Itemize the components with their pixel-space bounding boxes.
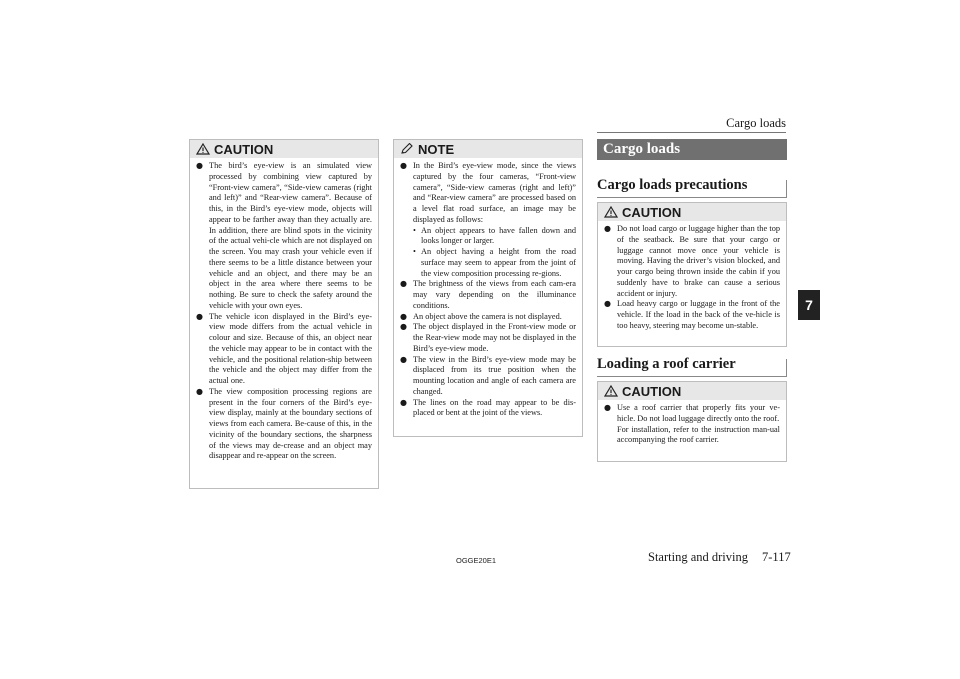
caution-item: ● Do not load cargo or luggage higher than the top of the seatback. Be sure that your cargo or luggage cannot move once your vehicle is moving. Having the driver’s vision blocked, and your cargo being thrown inside the cabin if you suddenly have to brake can cause a serious accident or injury. bbox=[604, 224, 780, 299]
note-item: ● The view in the Bird’s eye-view mode may be displaced from its true position when the mounting location and angle of each camera are changed. bbox=[400, 355, 576, 398]
caution-item: ● The bird’s eye-view is an simulated view processed by combining view captured by “Front-view camera”, “Side-view cameras (right and left)” and “Rear-view camera”. Because of this, in the Bird’s eye-view mode, objects will appear to be farther away than they actually are. In addition, there are blind spots in the vicinity of the actual vehi-cle which are not displayed on the screen. You may crash your vehicle even if there seems to be a little distance between your vehicle and an object, and there may be an object in the area where there seems to be nothing. Be sure to check the safety around the vehicle with your own eyes. bbox=[196, 161, 372, 312]
page-number: 7-117 bbox=[762, 550, 791, 564]
pencil-icon bbox=[400, 143, 414, 155]
caution-item: ● Use a roof carrier that properly fits your ve-hicle. Do not load luggage directly onto the roof. bbox=[604, 403, 780, 425]
caution-item: ● Load heavy cargo or luggage in the front of the vehicle. If the load in the back of the ve-hicle is too heavy, steering may become un-stable. bbox=[604, 299, 780, 331]
caution-box-cargo bbox=[597, 202, 787, 347]
caution-label: CAUTION bbox=[214, 141, 274, 157]
chapter-tab: 7 bbox=[798, 290, 820, 320]
note-header bbox=[394, 140, 582, 158]
warning-triangle-icon bbox=[604, 206, 618, 218]
heading-cargo-precautions: Cargo loads precautions bbox=[597, 177, 787, 198]
caution-box-roof bbox=[597, 381, 787, 462]
caution-header bbox=[598, 382, 786, 400]
note-item: ● An object above the camera is not displayed. bbox=[400, 312, 576, 323]
note-label: NOTE bbox=[418, 141, 455, 157]
document-code: OGGE20E1 bbox=[456, 556, 497, 565]
caution-label: CAUTION bbox=[622, 204, 682, 220]
note-item: ● The brightness of the views from each cam-era may vary depending on the illuminance conditions. bbox=[400, 279, 576, 311]
caution-header bbox=[598, 203, 786, 221]
running-header-title: Cargo loads bbox=[726, 116, 786, 130]
note-sub-item: • An object having a height from the road surface may seem to appear from the joint of the view composition processing re-gions. bbox=[400, 247, 576, 279]
caution-box-left bbox=[189, 139, 379, 489]
warning-triangle-icon bbox=[196, 143, 210, 155]
note-sub-item: • An object appears to have fallen down and looks longer or larger. bbox=[400, 226, 576, 248]
footer-section: Starting and driving bbox=[648, 550, 748, 564]
caution-item: ● The view composition processing regions are present in the four corners of the Bird’s eye-view display, mainly at the boundary sections of views from each camera. Be-cause of this, in the vicinity of the boundary sections, the sharpness of the views may de-crease and an object may disappear and re-appear on the screen. bbox=[196, 387, 372, 462]
note-box bbox=[393, 139, 583, 437]
section-banner: Cargo loads bbox=[597, 139, 787, 160]
caution-item-continuation: For installation, refer to the instruction man-ual accompanying the roof carrier. bbox=[617, 424, 780, 445]
note-item: ● The lines on the road may appear to be dis-placed or bent at the joint of the views. bbox=[400, 398, 576, 420]
caution-label: CAUTION bbox=[622, 383, 682, 399]
heading-roof-carrier: Loading a roof carrier bbox=[597, 356, 787, 377]
header-rule bbox=[597, 132, 786, 133]
caution-item: ● The vehicle icon displayed in the Bird’s eye-view mode differs from the actual vehicle in colour and size. Because of this, an object near the vehicle may appear to be in contact with the vehicle, and the positional relation-ship between the vehicle and the object may differ from the actual one. bbox=[196, 312, 372, 387]
page-footer bbox=[648, 550, 791, 565]
note-item: ● In the Bird’s eye-view mode, since the views captured by the four cameras, “Front-view camera”, “Side-view cameras (right and left)” and “Rear-view camera” are processed based on a level flat road surface, an image may be displayed as follows: bbox=[400, 161, 576, 226]
warning-triangle-icon bbox=[604, 385, 618, 397]
caution-header bbox=[190, 140, 378, 158]
note-item: ● The object displayed in the Front-view mode or the Rear-view mode may not be displayed in the Bird’s eye-view mode. bbox=[400, 322, 576, 354]
